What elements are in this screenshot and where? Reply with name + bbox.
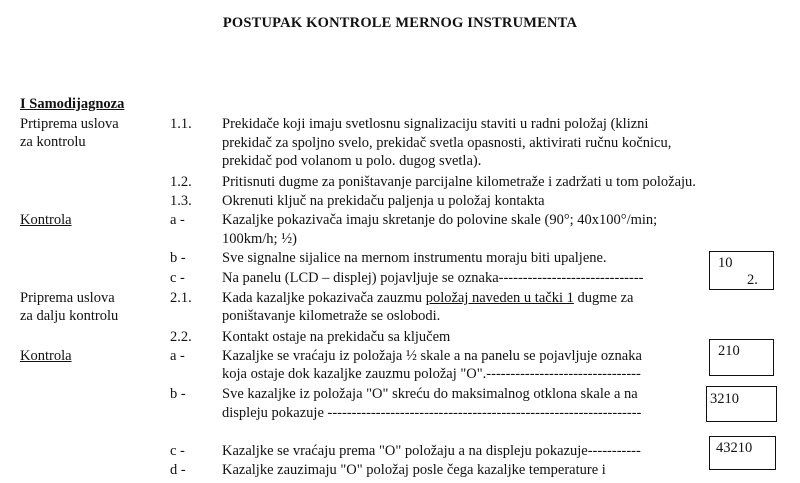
item-text: Na panelu (LCD – displej) pojavljuje se oznaka------------------------------ — [222, 270, 644, 286]
item-number: c - — [170, 270, 185, 286]
display-box-value: 10 — [718, 255, 733, 271]
item-text: prekidač pod volanom u polo. dugog svetla). — [222, 153, 482, 169]
item-text: poništavanje kilometraže se oslobodi. — [222, 308, 441, 324]
item-text: Kazaljke pokazivača imaju skretanje do polovine skale (90°; 40x100°/min; — [222, 212, 658, 228]
item-text: Kazaljke se vraćaju iz položaja ½ skale a na panelu se pojavljuje oznaka — [222, 348, 642, 364]
label-dalje-2: za dalju kontrolu — [20, 308, 119, 324]
display-box-value: 3210 — [710, 391, 739, 407]
item-text: 100km/h; ½) — [222, 231, 297, 247]
item-number: d - — [170, 462, 186, 478]
display-box-2 — [709, 339, 774, 376]
item-text: Kontakt ostaje na prekidaču sa ključem — [222, 329, 451, 345]
label-kontrola-1: Kontrola — [20, 212, 72, 228]
item-text: Sve signalne sijalice na mernom instrumentu moraju biti upaljene. — [222, 250, 607, 266]
display-box-4 — [709, 436, 776, 470]
item-text-part: dugme za — [573, 290, 634, 306]
item-number: c - — [170, 443, 185, 459]
item-number: 1.1. — [170, 116, 192, 132]
section-heading: I Samodijagnoza — [20, 96, 125, 112]
label-priprema-2: za kontrolu — [20, 134, 86, 150]
item-text: Kazaljke zauzimaju "O" položaj posle čega kazaljke temperature i — [222, 462, 606, 478]
item-text: prekidač za spoljno svelo, prekidač svetla opasnosti, aktivirati ručnu kočnicu, — [222, 135, 672, 151]
item-text: koja ostaje dok kazaljke zauzmu položaj "O".-------------------------------- — [222, 366, 641, 382]
item-text: Okrenuti ključ na prekidaču paljenja u položaj kontakta — [222, 193, 545, 209]
item-text-part: Kada kazaljke pokazivača zauzmu — [222, 290, 426, 306]
item-text — [222, 290, 633, 307]
item-number: a - — [170, 348, 185, 364]
item-text: Pritisnuti dugme za poništavanje parcijalne kilometraže i zadržati u tom položaju. — [222, 174, 696, 190]
item-number: 2.1. — [170, 290, 192, 306]
item-number: 1.2. — [170, 174, 192, 190]
label-dalje-1: Priprema uslova — [20, 290, 115, 306]
item-text-underlined: položaj naveden u tački 1 — [425, 290, 574, 306]
item-text: displeju pokazuje ----------------------------------------------------------------- — [222, 405, 642, 421]
display-box-value: 43210 — [716, 440, 753, 456]
label-kontrola-2: Kontrola — [20, 348, 72, 364]
item-text: Sve kazaljke iz položaja "O" skreću do maksimalnog otklona skale a na — [222, 386, 638, 402]
display-box-3 — [706, 386, 777, 422]
item-number: a - — [170, 212, 185, 228]
page-title: POSTUPAK KONTROLE MERNOG INSTRUMENTA — [222, 15, 578, 31]
display-box-value: 2. — [747, 272, 758, 288]
item-number: 1.3. — [170, 193, 192, 209]
item-number: b - — [170, 386, 186, 402]
item-text: Prekidače koji imaju svetlosnu signalizaciju staviti u radni položaj (klizni — [222, 116, 649, 132]
item-text: Kazaljke se vraćaju prema "O" položaju a na displeju pokazuje----------- — [222, 443, 641, 459]
display-box-1 — [709, 251, 774, 290]
item-number: b - — [170, 250, 186, 266]
label-priprema-1: Prtiprema uslova — [20, 116, 119, 132]
item-number: 2.2. — [170, 329, 192, 345]
display-box-value: 210 — [718, 343, 740, 359]
